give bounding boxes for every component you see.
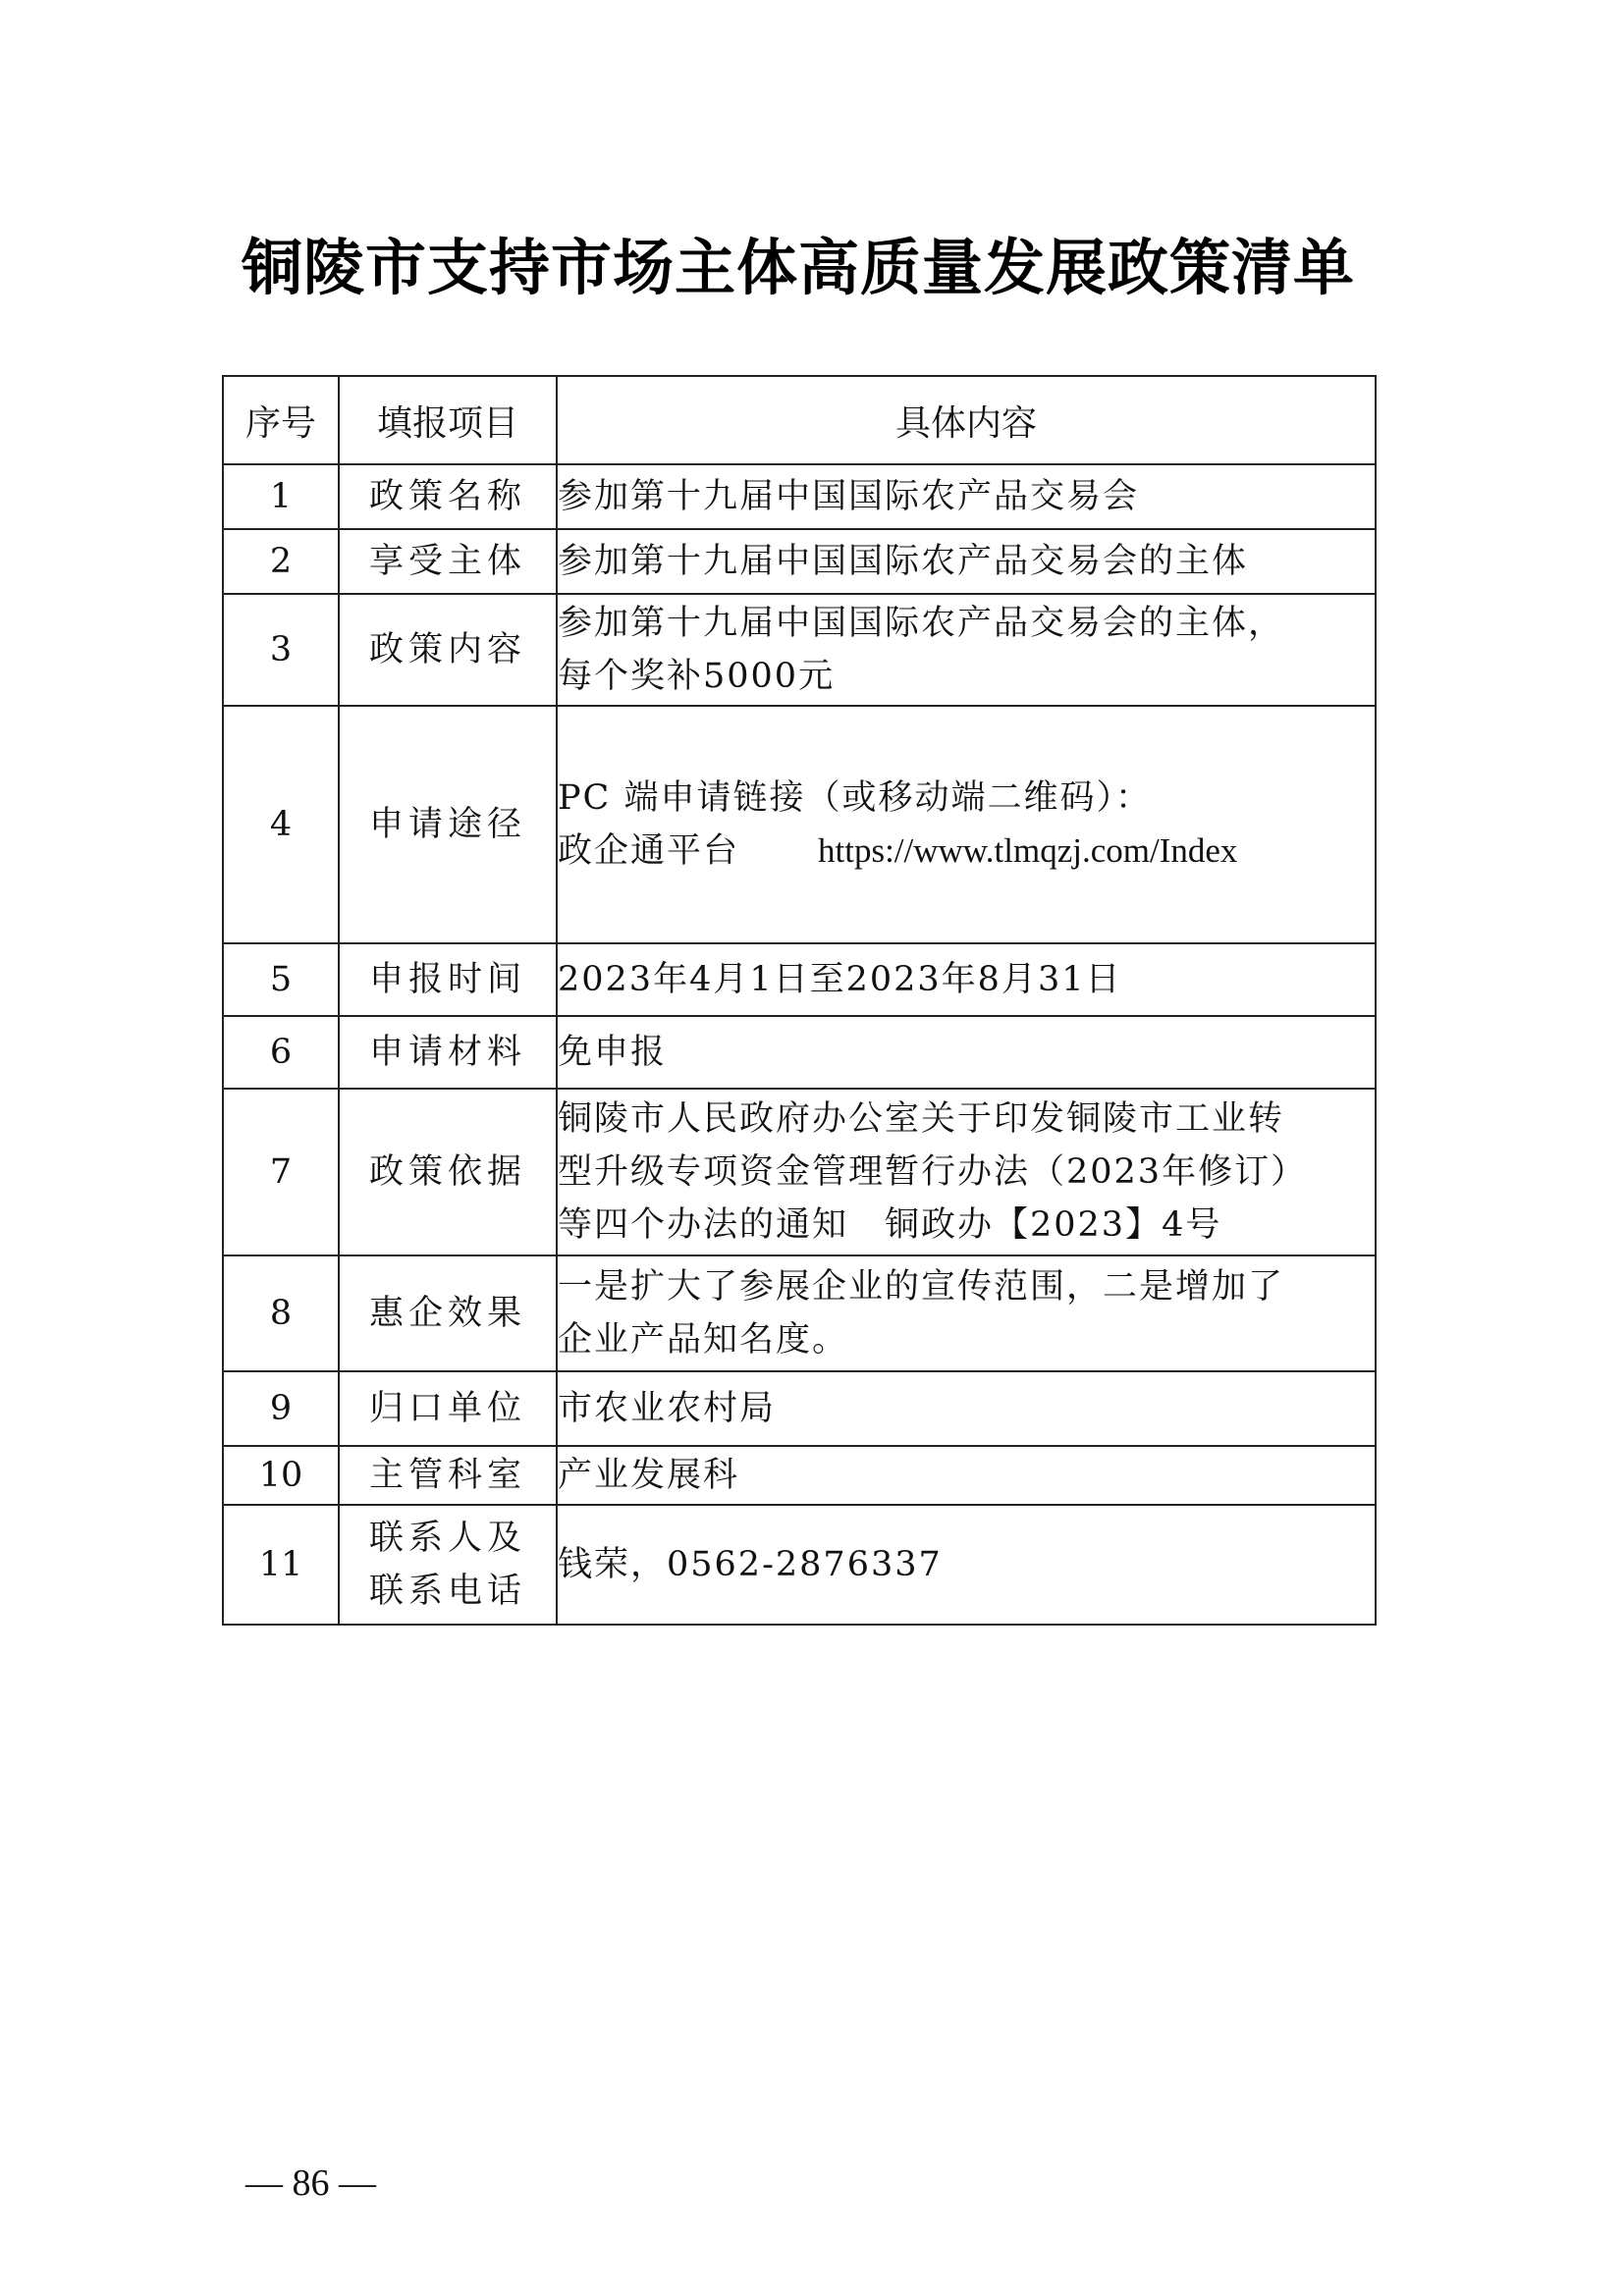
row-number: 4 xyxy=(223,706,339,943)
application-link[interactable]: https://www.tlmqzj.com/Index xyxy=(818,831,1238,870)
row-content xyxy=(557,1505,1376,1625)
row-item: 申报时间 xyxy=(339,943,557,1016)
table-row xyxy=(223,594,1376,706)
platform-name: 政企通平台 xyxy=(558,831,740,871)
row-content xyxy=(557,1089,1376,1255)
row-content xyxy=(557,706,1376,943)
row-content xyxy=(557,529,1376,594)
row-number: 10 xyxy=(223,1446,339,1505)
content-line xyxy=(558,825,1375,878)
row-item: 享受主体 xyxy=(339,529,557,594)
row-item: 申请途径 xyxy=(339,706,557,943)
item-line: 联系电话 xyxy=(368,1572,526,1611)
content-line: 型升级专项资金管理暂行办法（2023年修订） xyxy=(558,1152,1308,1192)
row-item: 政策内容 xyxy=(339,594,557,706)
header-content: 具体内容 xyxy=(557,376,1376,464)
table-row xyxy=(223,1089,1376,1255)
table-header-row xyxy=(223,376,1376,464)
row-number: 2 xyxy=(223,529,339,594)
content-line: 一是扩大了参展企业的宣传范围，二是增加了 xyxy=(558,1267,1285,1307)
content-line: 2023年4月1日至2023年8月31日 xyxy=(558,960,1122,999)
table-row xyxy=(223,1371,1376,1446)
row-item: 主管科室 xyxy=(339,1446,557,1505)
item-line: 联系人及 xyxy=(368,1519,526,1558)
row-item: 归口单位 xyxy=(339,1371,557,1446)
row-content xyxy=(557,464,1376,529)
row-content xyxy=(557,1255,1376,1371)
content-line: 钱荣，0562-2876337 xyxy=(558,1545,943,1584)
content-line: 铜陵市人民政府办公室关于印发铜陵市工业转 xyxy=(558,1099,1285,1139)
content-line: PC 端申请链接（或移动端二维码）： xyxy=(558,778,1152,818)
content-line: 企业产品知名度。 xyxy=(558,1320,849,1360)
content-line: 等四个办法的通知 铜政办【2023】4号 xyxy=(558,1205,1222,1245)
table-row xyxy=(223,464,1376,529)
row-content xyxy=(557,594,1376,706)
row-number: 7 xyxy=(223,1089,339,1255)
row-number: 9 xyxy=(223,1371,339,1446)
row-number: 1 xyxy=(223,464,339,529)
row-content xyxy=(557,1371,1376,1446)
row-item: 政策依据 xyxy=(339,1089,557,1255)
content-line: 市农业农村局 xyxy=(558,1389,777,1428)
content-line: 参加第十九届中国国际农产品交易会的主体， xyxy=(558,604,1285,643)
content-line: 参加第十九届中国国际农产品交易会的主体 xyxy=(558,542,1249,581)
row-item: 惠企效果 xyxy=(339,1255,557,1371)
table-row xyxy=(223,529,1376,594)
row-item xyxy=(339,1505,557,1625)
row-number: 8 xyxy=(223,1255,339,1371)
content-line: 每个奖补5000元 xyxy=(558,657,836,696)
table-row xyxy=(223,943,1376,1016)
row-number: 6 xyxy=(223,1016,339,1089)
content-line: 参加第十九届中国国际农产品交易会 xyxy=(558,477,1140,516)
policy-table xyxy=(222,375,1377,1626)
table-row xyxy=(223,1446,1376,1505)
table-row xyxy=(223,1255,1376,1371)
table-row xyxy=(223,1505,1376,1625)
row-content xyxy=(557,943,1376,1016)
content-line: 产业发展科 xyxy=(558,1456,740,1495)
row-item: 政策名称 xyxy=(339,464,557,529)
row-number: 5 xyxy=(223,943,339,1016)
row-content xyxy=(557,1016,1376,1089)
row-number: 11 xyxy=(223,1505,339,1625)
row-number: 3 xyxy=(223,594,339,706)
header-item: 填报项目 xyxy=(339,376,557,464)
page-number: — 86 — xyxy=(245,2163,376,2204)
table-row xyxy=(223,1016,1376,1089)
content-line: 免申报 xyxy=(558,1033,668,1072)
row-content xyxy=(557,1446,1376,1505)
row-item: 申请材料 xyxy=(339,1016,557,1089)
table-row xyxy=(223,706,1376,943)
document-title: 铜陵市支持市场主体高质量发展政策清单 xyxy=(241,232,1355,303)
header-num: 序号 xyxy=(223,376,339,464)
